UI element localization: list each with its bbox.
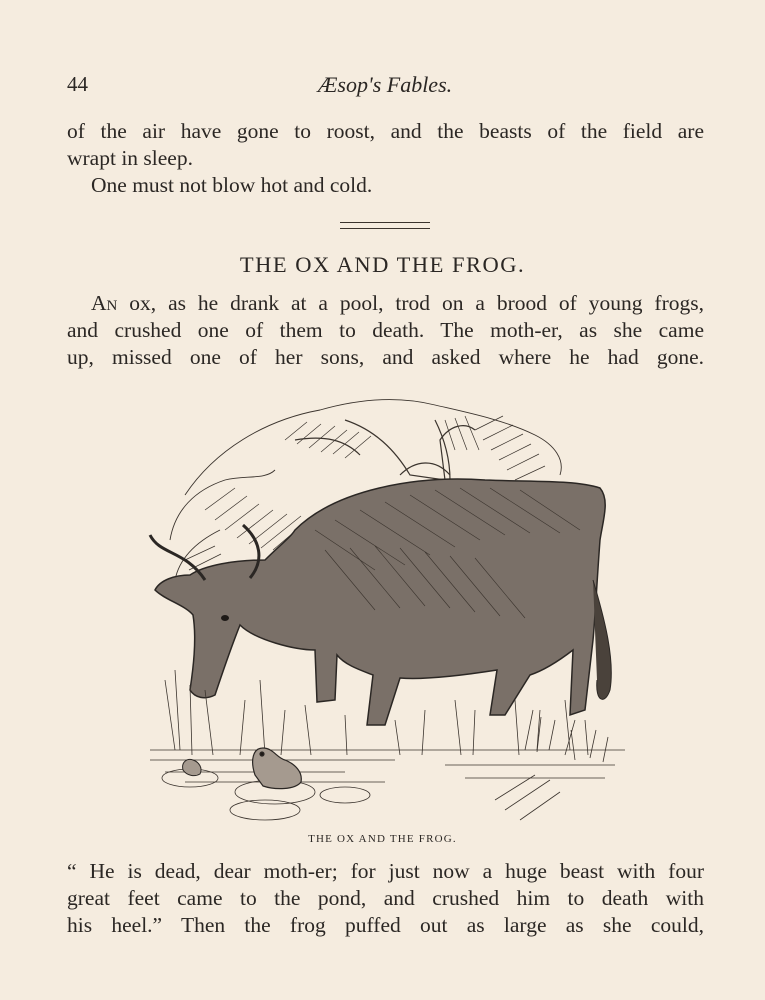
section-divider bbox=[340, 222, 430, 229]
fable-continuation bbox=[67, 858, 704, 939]
fable-title: THE OX AND THE FROG. bbox=[239, 252, 526, 277]
fable-opening bbox=[67, 290, 704, 371]
illustration-caption: THE OX AND THE FROG. bbox=[308, 833, 457, 845]
page-number: 44 bbox=[67, 72, 88, 96]
text-line: “ He is dead, dear moth-er; for just now a huge beast with four bbox=[67, 859, 704, 883]
text-line: and crushed one of them to death. The moth-er, as she came bbox=[67, 318, 704, 342]
small-frog bbox=[183, 759, 201, 775]
pond-water bbox=[150, 750, 625, 820]
page-header bbox=[67, 72, 703, 102]
moral-line: One must not blow hot and cold. bbox=[91, 173, 373, 197]
running-title: Æsop's Fables. bbox=[317, 72, 453, 97]
large-frog bbox=[253, 748, 302, 789]
text-line: of the air have gone to roost, and the beasts of the field are bbox=[67, 119, 704, 143]
previous-fable-ending bbox=[67, 118, 704, 199]
text-line: wrapt in sleep. bbox=[67, 146, 193, 170]
text-line: up, missed one of her sons, and asked where he had gone. bbox=[67, 345, 704, 369]
text-line-rest: ox, as he drank at a pool, trod on a brood of young frogs, bbox=[129, 291, 704, 315]
text-line: his heel.” Then the frog puffed out as large as she could, bbox=[67, 913, 704, 937]
text-line: great feet came to the pond, and crushed him to death with bbox=[67, 886, 704, 910]
ox-and-frog-engraving bbox=[145, 380, 635, 830]
ox-figure bbox=[150, 479, 611, 725]
drop-lead: An bbox=[91, 291, 118, 315]
text-line bbox=[67, 290, 704, 317]
